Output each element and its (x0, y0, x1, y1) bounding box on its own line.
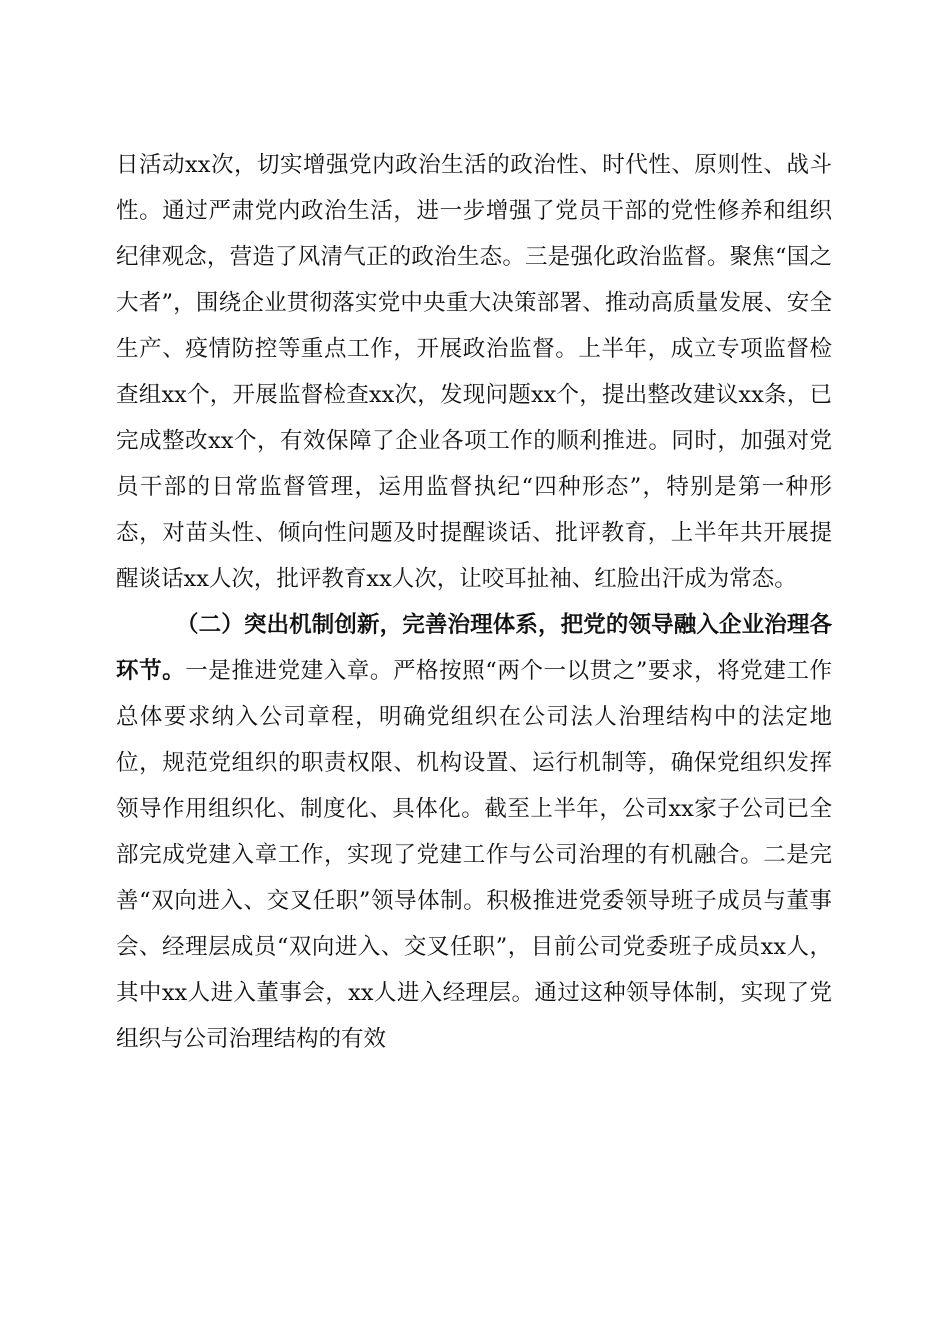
document-body (116, 142, 832, 1062)
paragraph-mechanism-innovation (116, 602, 832, 1062)
paragraph-political-supervision: 日活动xx次，切实增强党内政治生活的政治性、时代性、原则性、战斗性。通过严肃党内政治生活，进一步增强了党员干部的党性修养和组织纪律观念，营造了风清气正的政治生态。三是强化政治监督。聚焦“国之大者”，围绕企业贯彻落实党中央重大决策部署、推动高质量发展、安全生产、疫情防控等重点工作，开展政治监督。上半年，成立专项监督检查组xx个，开展监督检查xx次，发现问题xx个，提出整改建议xx条，已完成整改xx个，有效保障了企业各项工作的顺利推进。同时，加强对党员干部的日常监督管理，运用监督执纪“四种形态”，特别是第一种形态，对苗头性、倾向性问题及时提醒谈话、批评教育，上半年共开展提醒谈话xx人次，批评教育xx人次，让咬耳扯袖、红脸出汗成为常态。 (116, 152, 832, 592)
section-heading: （二）突出机制创新，完善治理体系，把党的领导融入企业治理各环节。 (116, 612, 832, 684)
section-body: 一是推进党建入章。严格按照“两个一以贯之”要求，将党建工作总体要求纳入公司章程，明确党组织在公司法人治理结构中的法定地位，规范党组织的职责权限、机构设置、运行机制等，确保党组织发挥领导作用组织化、制度化、具体化。截至上半年，公司xx家子公司已全部完成党建入章工作，实现了党建工作与公司治理的有机融合。二是完善“双向进入、交叉任职”领导体制。积极推进党委领导班子成员与董事会、经理层成员“双向进入、交叉任职”，目前公司党委班子成员xx人，其中xx人进入董事会，xx人进入经理层。通过这种领导体制，实现了党组织与公司治理结构的有效 (116, 658, 832, 1052)
